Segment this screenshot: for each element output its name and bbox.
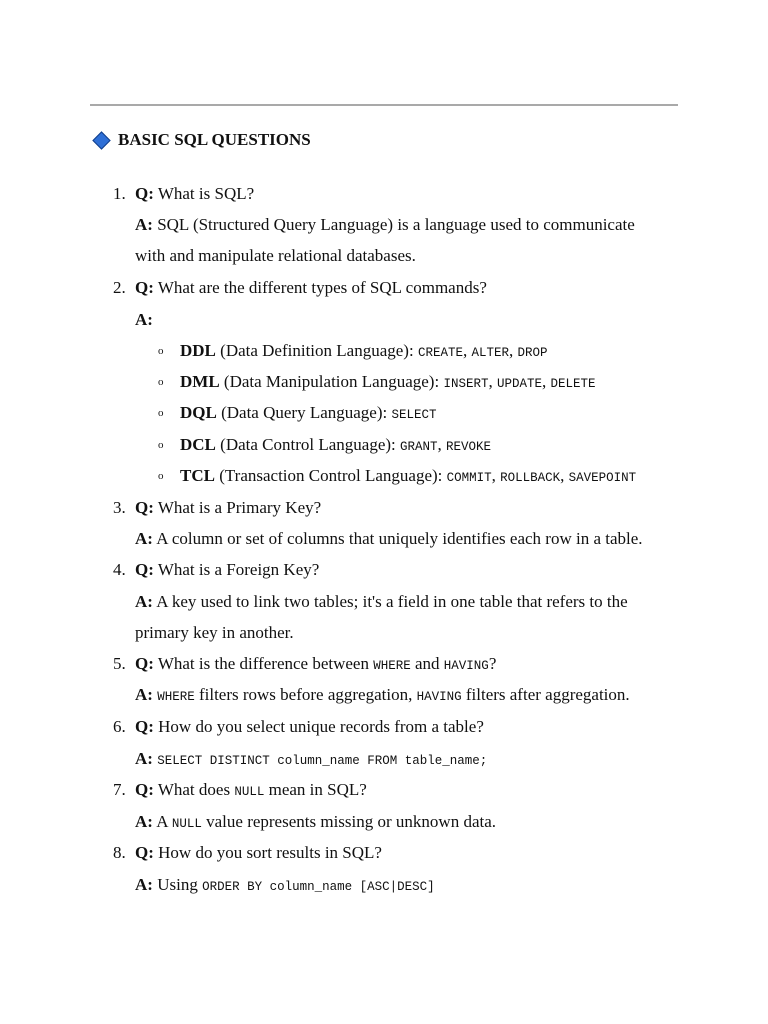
a-label: A:: [135, 215, 153, 234]
a-label: A:: [135, 749, 153, 768]
circle-bullet-icon: o: [158, 376, 164, 388]
item-number: 1.: [113, 184, 126, 203]
question-text: What are the different types of SQL commands?: [157, 278, 487, 297]
sub-item-term: DDL: [180, 341, 216, 360]
item-number: 5.: [113, 654, 126, 673]
sub-item-desc: (Data Control Language):: [220, 435, 396, 454]
question-text: mean in SQL?: [268, 780, 367, 799]
command-code: REVOKE: [446, 440, 492, 454]
keyword-code: WHERE: [373, 659, 411, 673]
sql-code: ORDER BY column_name [ASC|DESC]: [202, 880, 435, 894]
command-code: ROLLBACK: [500, 471, 561, 485]
answer-text: A: [156, 812, 168, 831]
circle-bullet-icon: o: [158, 407, 164, 419]
sql-code: SELECT DISTINCT column_name FROM table_name;: [157, 754, 488, 768]
question-text: What is the difference between: [157, 654, 369, 673]
a-label: A:: [135, 812, 153, 831]
horizontal-rule: [90, 104, 678, 106]
answer-text: SQL (Structured Query Language) is a language used to communicate: [157, 215, 635, 234]
answer-text: A column or set of columns that uniquely identifies each row in a table.: [156, 529, 643, 548]
item-number: 3.: [113, 498, 126, 517]
keyword-code: HAVING: [416, 690, 462, 704]
keyword-code: HAVING: [443, 659, 489, 673]
command-code: ALTER: [471, 346, 509, 360]
item-number: 6.: [113, 717, 126, 736]
a-label: A:: [135, 529, 153, 548]
sub-item-term: DML: [180, 372, 220, 391]
sub-item-desc: (Data Query Language):: [221, 403, 388, 422]
question-text: How do you select unique records from a table?: [158, 717, 484, 736]
section-heading-text: BASIC SQL QUESTIONS: [118, 130, 311, 149]
answer-text: A key used to link two tables; it's a field in one table that refers to the: [156, 592, 628, 611]
answer-text: filters rows before aggregation,: [198, 685, 413, 704]
question-text: How do you sort results in SQL?: [158, 843, 382, 862]
q-label: Q:: [135, 654, 154, 673]
q-label: Q:: [135, 498, 154, 517]
sub-item-desc: (Data Manipulation Language):: [223, 372, 440, 391]
keyword-code: WHERE: [157, 690, 195, 704]
sub-item-desc: (Data Definition Language):: [220, 341, 414, 360]
answer-text: filters after aggregation.: [465, 685, 630, 704]
question-text: What is a Primary Key?: [157, 498, 322, 517]
item-number: 2.: [113, 278, 126, 297]
answer-text: primary key in another.: [135, 623, 294, 642]
question-text: What is a Foreign Key?: [157, 560, 320, 579]
command-code: SAVEPOINT: [568, 471, 637, 485]
answer-text: value represents missing or unknown data.: [206, 812, 497, 831]
circle-bullet-icon: o: [158, 470, 164, 482]
q-label: Q:: [135, 780, 154, 799]
command-code: UPDATE: [496, 377, 542, 391]
q-label: Q:: [135, 560, 154, 579]
command-code: DELETE: [550, 377, 596, 391]
a-label: A:: [135, 875, 153, 894]
a-label: A:: [135, 685, 153, 704]
q-label: Q:: [135, 717, 154, 736]
q-label: Q:: [135, 843, 154, 862]
question-text: What is SQL?: [157, 184, 255, 203]
command-code: SELECT: [391, 408, 437, 422]
sub-item-desc: (Transaction Control Language):: [219, 466, 443, 485]
command-code: COMMIT: [446, 471, 492, 485]
item-number: 7.: [113, 780, 126, 799]
question-text: ?: [488, 654, 497, 673]
command-code: INSERT: [443, 377, 489, 391]
item-number: 8.: [113, 843, 126, 862]
q-label: Q:: [135, 184, 154, 203]
a-label: A:: [135, 310, 153, 329]
circle-bullet-icon: o: [158, 439, 164, 451]
command-code: DROP: [517, 346, 548, 360]
item-number: 4.: [113, 560, 126, 579]
command-code: CREATE: [417, 346, 463, 360]
sub-item-term: TCL: [180, 466, 215, 485]
circle-bullet-icon: o: [158, 345, 164, 357]
section-heading: [90, 130, 311, 150]
q-label: Q:: [135, 278, 154, 297]
answer-text: with and manipulate relational databases.: [135, 246, 416, 265]
keyword-code: NULL: [171, 817, 202, 831]
a-label: A:: [135, 592, 153, 611]
answer-text: Using: [157, 875, 198, 894]
command-code: GRANT: [400, 440, 438, 454]
diamond-bullet-icon: [92, 131, 110, 149]
sub-item-term: DCL: [180, 435, 216, 454]
keyword-code: NULL: [234, 785, 265, 799]
question-text: What does: [157, 780, 231, 799]
question-text: and: [415, 654, 440, 673]
sub-item-term: DQL: [180, 403, 217, 422]
